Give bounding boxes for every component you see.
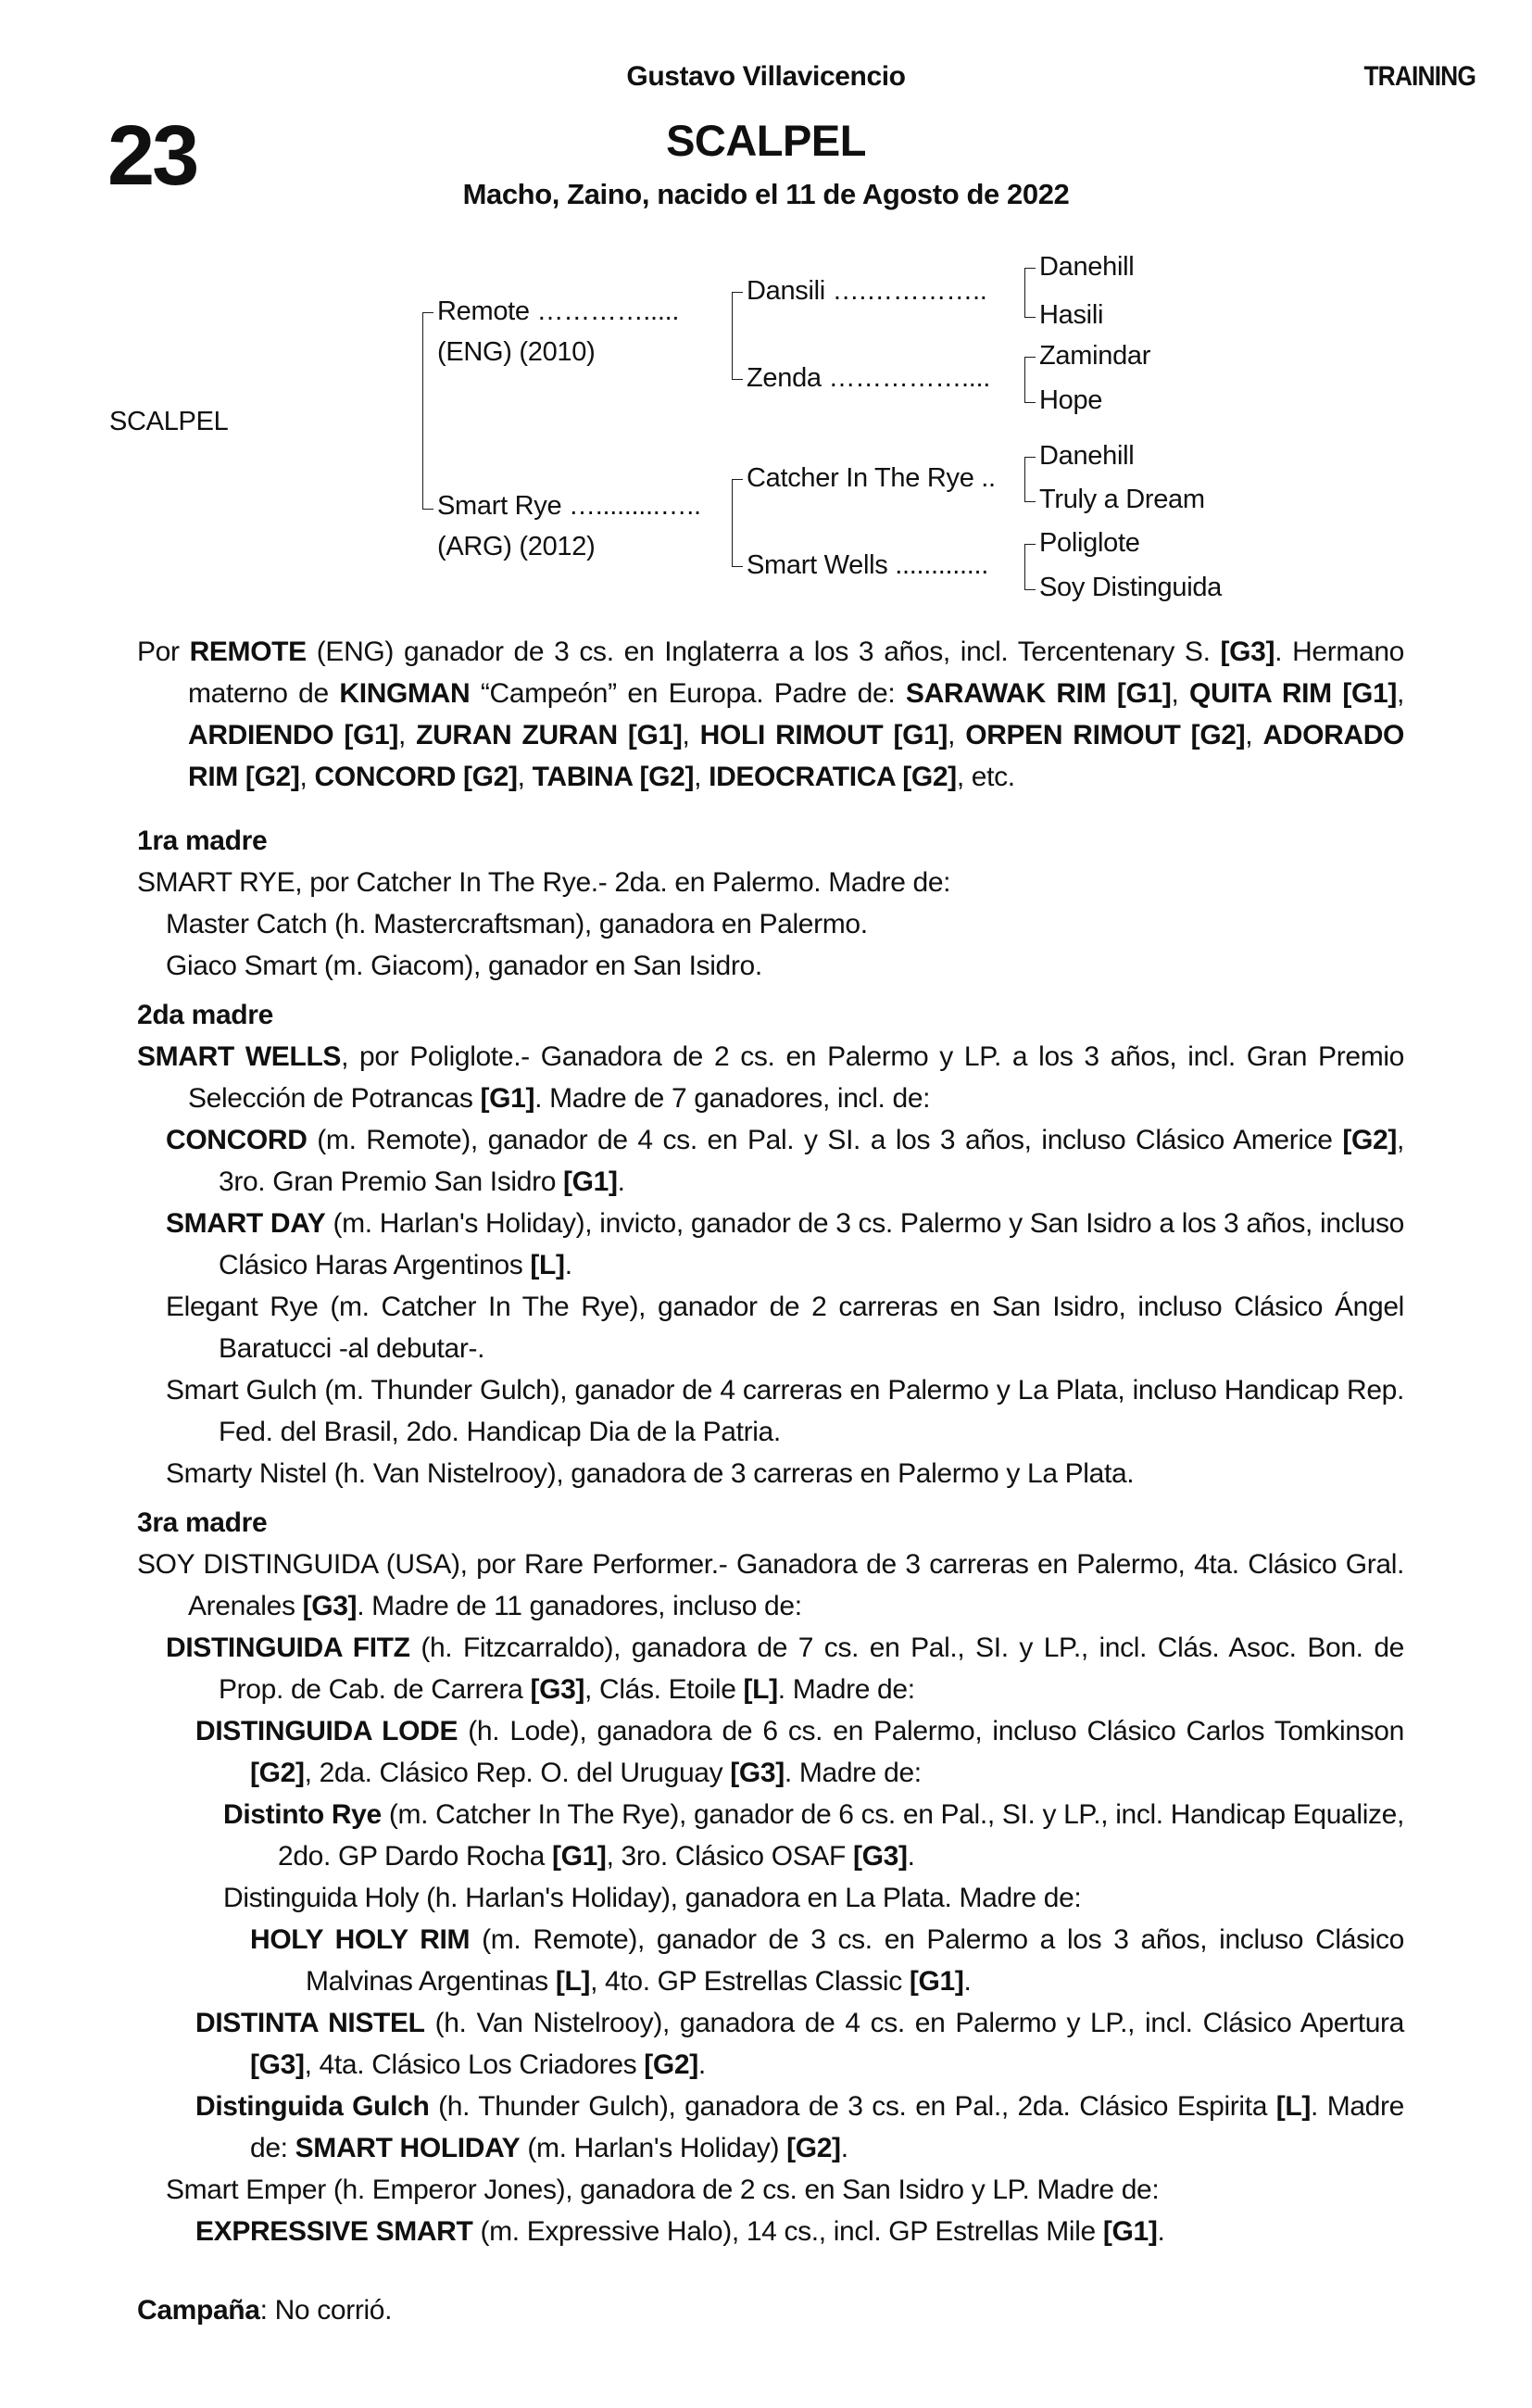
pedigree-sire-detail: (ENG) (2010): [437, 337, 596, 367]
offspring-entry: [137, 2169, 1404, 2211]
offspring-entry: [137, 1877, 1404, 1919]
plain-text: (m. Expressive Halo), 14 cs., incl. GP Estrellas Mile: [472, 2216, 1103, 2247]
offspring-entry: [137, 1794, 1404, 1877]
pedigree-bracket: [422, 312, 433, 510]
emphasized-text: Distinto Rye: [223, 1799, 382, 1830]
emphasized-text: 1ra madre: [137, 826, 268, 856]
emphasized-text: SMART HOLIDAY: [295, 2133, 521, 2163]
offspring-entry: [137, 1203, 1404, 1286]
pedigree-bracket: [1024, 457, 1036, 502]
emphasized-text: Campaña: [137, 2295, 260, 2326]
offspring-entry: [137, 2002, 1404, 2086]
dam-paragraph: [137, 1036, 1404, 1119]
dam-paragraph: [137, 1544, 1404, 1627]
sire-summary-paragraph: [137, 631, 1404, 798]
emphasized-text: 3ra madre: [137, 1507, 268, 1538]
pedigree-ancestor: Hasili: [1039, 300, 1104, 330]
emphasized-text: HOLI RIMOUT [G1]: [699, 720, 948, 750]
plain-text: (h. Thunder Gulch), ganadora de 3 cs. en Pal., 2da. Clásico Espirita: [429, 2091, 1276, 2122]
offspring-entry: [137, 1919, 1404, 2002]
plain-text: ,: [1245, 720, 1263, 750]
emphasized-text: DISTINTA NISTEL: [195, 2008, 425, 2038]
pedigree-bracket: [1024, 544, 1036, 590]
plain-text: ,: [682, 720, 700, 750]
emphasized-text: KINGMAN: [339, 678, 471, 709]
emphasized-text: DISTINGUIDA FITZ: [166, 1633, 410, 1663]
pedigree-ancestor: Hope: [1039, 385, 1103, 415]
campaign-line: [137, 2289, 1404, 2331]
emphasized-text: [L]: [1275, 2091, 1312, 2122]
plain-text: , 2da. Clásico Rep. O. del Uruguay: [304, 1758, 731, 1788]
horse-description: Macho, Zaino, nacido el 11 de Agosto de 2022: [462, 178, 1070, 210]
plain-text: . Madre de 7 ganadores, incl. de:: [534, 1083, 931, 1114]
plain-text: (h. Lode), ganadora de 6 cs. en Palermo, incluso Clásico Carlos Tomkinson: [458, 1716, 1404, 1746]
plain-text: Smart Gulch (m. Thunder Gulch), ganador de 4 carreras en Palermo y La Plata, incluso Handicap Rep. Fed. del Brasil, 2do. Handicap Dia de la Patria.: [166, 1375, 1404, 1447]
plain-text: “Campeón” en Europa. Padre de:: [470, 678, 906, 709]
plain-text: .: [907, 1841, 915, 1872]
plain-text: , 4to. GP Estrellas Classic: [590, 1966, 910, 1997]
plain-text: (ENG) ganador de 3 cs. en Inglaterra a los 3 años, incl. Tercentenary S.: [306, 637, 1221, 667]
pedigree-granddam: Zenda ……………....: [747, 363, 991, 393]
emphasized-text: [G3]: [730, 1758, 785, 1788]
section-heading-1ra-madre: [137, 820, 1404, 862]
plain-text: .: [564, 1250, 572, 1280]
offspring-entry: [137, 1369, 1404, 1453]
plain-text: , por Poliglote.- Ganadora de 2 cs. en Palermo y LP. a los 3 años, incl. Gran Premio Selección de Potrancas: [188, 1041, 1404, 1114]
emphasized-text: [G3]: [1220, 637, 1275, 667]
emphasized-text: HOLY HOLY RIM: [250, 1924, 471, 1955]
emphasized-text: [G3]: [853, 1841, 908, 1872]
pedigree-ancestor: Danehill: [1039, 441, 1135, 471]
emphasized-text: [G1]: [480, 1083, 535, 1114]
plain-text: .: [963, 1966, 972, 1997]
section-heading-3ra-madre: [137, 1502, 1404, 1544]
emphasized-text: REMOTE: [189, 637, 307, 667]
offspring-entry: [137, 945, 1404, 987]
plain-text: .: [617, 1166, 625, 1197]
pedigree-text-block: [137, 631, 1404, 2331]
emphasized-text: IDEOCRATICA [G2]: [709, 762, 957, 792]
emphasized-text: ARDIENDO [G1]: [188, 720, 398, 750]
emphasized-text: [L]: [555, 1966, 591, 1997]
session-tag: TRAINING: [1363, 61, 1475, 92]
emphasized-text: [G2]: [786, 2133, 841, 2163]
plain-text: SOY DISTINGUIDA (USA), por Rare Performer.- Ganadora de 3 carreras en Palermo, 4ta. Clásico Gral. Arenales: [137, 1549, 1404, 1621]
plain-text: , Clás. Etoile: [584, 1674, 744, 1705]
plain-text: . Madre de:: [784, 1758, 922, 1788]
offspring-entry: [137, 1119, 1404, 1203]
emphasized-text: [G1]: [563, 1166, 618, 1197]
lot-number: 23: [107, 108, 197, 203]
plain-text: , 3ro. Gran Premio San Isidro: [219, 1125, 1404, 1197]
pedigree-bracket: [1024, 357, 1036, 403]
plain-text: ,: [694, 762, 709, 792]
emphasized-text: TABINA [G2]: [532, 762, 695, 792]
pedigree-ancestor: Zamindar: [1039, 341, 1151, 371]
pedigree-tree: [0, 0, 1532, 630]
plain-text: , etc.: [956, 762, 1015, 792]
emphasized-text: [G3]: [302, 1591, 358, 1621]
pedigree-ancestor: Soy Distinguida: [1039, 573, 1222, 602]
emphasized-text: [G1]: [1102, 2216, 1158, 2247]
plain-text: , 4ta. Clásico Los Criadores: [304, 2049, 645, 2080]
plain-text: . Madre de:: [777, 1674, 915, 1705]
offspring-entry: [137, 1453, 1404, 1494]
pedigree-ancestor: Truly a Dream: [1039, 485, 1205, 514]
offspring-entry: [137, 1627, 1404, 1710]
pedigree-grandsire: Dansili ….…………..: [747, 276, 987, 306]
plain-text: .: [697, 2049, 706, 2080]
plain-text: (m. Remote), ganador de 3 cs. en Palermo a los 3 años, incluso Clásico Malvinas Argentinas: [306, 1924, 1404, 1997]
emphasized-text: [G2]: [1342, 1125, 1397, 1155]
plain-text: (h. Van Nistelrooy), ganadora de 4 cs. en Palermo y LP., incl. Clásico Apertura: [424, 2008, 1404, 2038]
plain-text: (h. Fitzcarraldo), ganadora de 7 cs. en Pal., SI. y LP., incl. Clás. Asoc. Bon. de Prop. de Cab. de Carrera: [219, 1633, 1404, 1705]
plain-text: Smarty Nistel (h. Van Nistelrooy), ganadora de 3 carreras en Palermo y La Plata.: [166, 1458, 1135, 1489]
plain-text: .: [1157, 2216, 1165, 2247]
emphasized-text: CONCORD: [166, 1125, 308, 1155]
plain-text: ,: [299, 762, 315, 792]
emphasized-text: CONCORD [G2]: [314, 762, 518, 792]
emphasized-text: EXPRESSIVE SMART: [195, 2216, 473, 2247]
offspring-entry: [137, 2211, 1404, 2252]
emphasized-text: QUITA RIM [G1]: [1189, 678, 1397, 709]
pedigree-bracket: [732, 292, 743, 380]
plain-text: Distinguida Holy (h. Harlan's Holiday), ganadora en La Plata. Madre de:: [223, 1883, 1082, 1913]
plain-text: : No corrió.: [259, 2295, 393, 2326]
dam-paragraph: [137, 862, 1404, 903]
plain-text: (m. Harlan's Holiday), invicto, ganador de 3 cs. Palermo y San Isidro a los 3 años, incluso Clásico Haras Argentinos: [219, 1208, 1404, 1280]
emphasized-text: SARAWAK RIM [G1]: [905, 678, 1172, 709]
emphasized-text: [G2]: [250, 1758, 305, 1788]
plain-text: Elegant Rye (m. Catcher In The Rye), ganador de 2 carreras en San Isidro, incluso Clásico Ángel Baratucci -al debutar-.: [166, 1292, 1404, 1364]
plain-text: ,: [1396, 678, 1404, 709]
pedigree-subject: SCALPEL: [109, 407, 229, 436]
emphasized-text: SMART WELLS: [137, 1041, 342, 1072]
plain-text: .: [840, 2133, 848, 2163]
plain-text: (m. Catcher In The Rye), ganador de 6 cs. en Pal., SI. y LP., incl. Handicap Equalize, 2do. GP Dardo Rocha: [278, 1799, 1404, 1872]
emphasized-text: ZURAN ZURAN [G1]: [416, 720, 683, 750]
offspring-entry: [137, 2086, 1404, 2169]
plain-text: Por: [137, 637, 190, 667]
plain-text: Smart Emper (h. Emperor Jones), ganadora de 2 cs. en San Isidro y LP. Madre de:: [166, 2175, 1160, 2205]
consignor-name: Gustavo Villavicencio: [626, 61, 906, 92]
emphasized-text: [G1]: [551, 1841, 607, 1872]
page-title-horse-name: SCALPEL: [666, 116, 866, 165]
plain-text: (m. Harlan's Holiday): [520, 2133, 787, 2163]
emphasized-text: ADORADO RIM [G2]: [188, 720, 1404, 792]
plain-text: (m. Remote), ganador de 4 cs. en Pal. y SI. a los 3 años, incluso Clásico Americe: [307, 1125, 1343, 1155]
emphasized-text: [G3]: [530, 1674, 585, 1705]
pedigree-dam-detail: (ARG) (2012): [437, 532, 596, 561]
offspring-entry: [137, 903, 1404, 945]
emphasized-text: [L]: [743, 1674, 778, 1705]
pedigree-sire: Remote ………….....: [437, 296, 680, 326]
pedigree-dam: Smart Rye ….........…..: [437, 491, 701, 521]
pedigree-bracket: [732, 479, 743, 567]
plain-text: Master Catch (h. Mastercraftsman), ganadora en Palermo.: [166, 909, 868, 939]
plain-text: . Madre de 11 ganadores, incluso de:: [357, 1591, 802, 1621]
emphasized-text: DISTINGUIDA LODE: [195, 1716, 458, 1746]
plain-text: . Madre de:: [250, 2091, 1404, 2163]
plain-text: ,: [397, 720, 417, 750]
emphasized-text: ORPEN RIMOUT [G2]: [965, 720, 1246, 750]
plain-text: ,: [948, 720, 966, 750]
emphasized-text: SMART DAY: [166, 1208, 326, 1239]
pedigree-ancestor: Poliglote: [1039, 528, 1140, 558]
emphasized-text: [G2]: [644, 2049, 698, 2080]
pedigree-grandsire: Catcher In The Rye ..: [747, 463, 996, 493]
section-heading-2da-madre: [137, 994, 1404, 1036]
emphasized-text: 2da madre: [137, 1000, 273, 1030]
plain-text: . Hermano materno de: [188, 637, 1404, 709]
pedigree-granddam: Smart Wells .............: [747, 550, 989, 580]
pedigree-bracket: [1024, 268, 1036, 318]
offspring-entry: [137, 1710, 1404, 1794]
pedigree-ancestor: Danehill: [1039, 252, 1135, 282]
emphasized-text: Distinguida Gulch: [195, 2091, 430, 2122]
plain-text: ,: [1171, 678, 1190, 709]
emphasized-text: [G1]: [909, 1966, 964, 1997]
plain-text: Giaco Smart (m. Giacom), ganador en San Isidro.: [166, 951, 762, 981]
plain-text: ,: [517, 762, 533, 792]
plain-text: SMART RYE, por Catcher In The Rye.- 2da. en Palermo. Madre de:: [137, 867, 951, 898]
plain-text: , 3ro. Clásico OSAF: [606, 1841, 853, 1872]
offspring-entry: [137, 1286, 1404, 1369]
emphasized-text: [L]: [530, 1250, 565, 1280]
emphasized-text: [G3]: [250, 2049, 305, 2080]
